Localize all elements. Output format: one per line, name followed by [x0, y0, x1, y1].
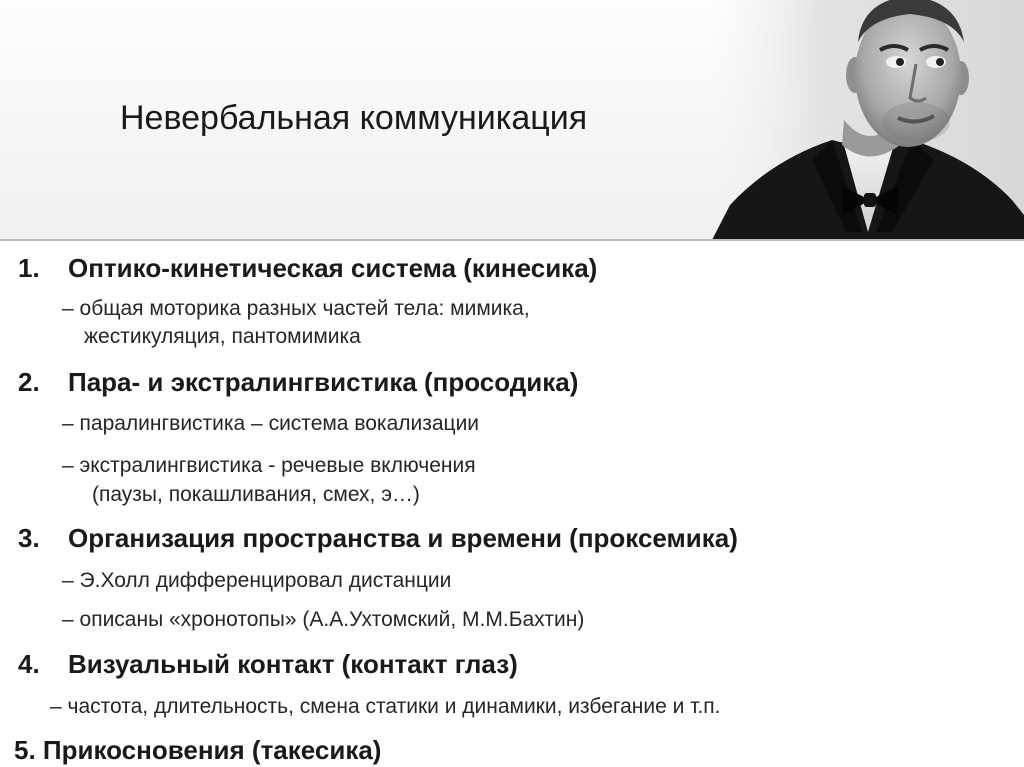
item-detail-continuation: жестикуляция, пантомимика	[84, 325, 361, 348]
list-item	[18, 648, 518, 680]
item-number: 5.	[14, 735, 36, 765]
item-heading: Оптико-кинетическая система (кинесика)	[68, 253, 598, 283]
item-number: 1.	[18, 253, 40, 283]
item-number: 3.	[18, 523, 40, 553]
item-number: 4.	[18, 649, 40, 679]
list-item	[18, 252, 597, 284]
item-detail: – паралингвистика – система вокализации	[62, 412, 480, 435]
item-heading: Визуальный контакт (контакт глаз)	[68, 649, 518, 679]
item-heading: Пара- и экстралингвистика (просодика)	[68, 367, 579, 397]
item-detail: – экстралингвистика - речевые включения	[62, 454, 476, 477]
item-detail: – Э.Холл дифференцировал дистанции	[62, 569, 452, 592]
list-item	[14, 734, 381, 766]
item-detail: – общая моторика разных частей тела: мимика,	[62, 297, 530, 320]
item-detail: – описаны «хронотопы» (А.А.Ухтомский, М.М.Бахтин)	[62, 608, 585, 631]
item-detail-continuation: (паузы, покашливания, смех, э…)	[92, 483, 420, 506]
list-item	[18, 522, 738, 554]
item-number: 2.	[18, 367, 40, 397]
list-item	[18, 366, 578, 398]
item-heading: Организация пространства и времени (проксемика)	[68, 523, 738, 553]
item-heading: Прикосновения (такесика)	[42, 735, 382, 765]
slide-title: Невербальная коммуникация	[120, 99, 588, 137]
item-detail: – частота, длительность, смена статики и динамики, избегание и т.п.	[50, 695, 721, 718]
